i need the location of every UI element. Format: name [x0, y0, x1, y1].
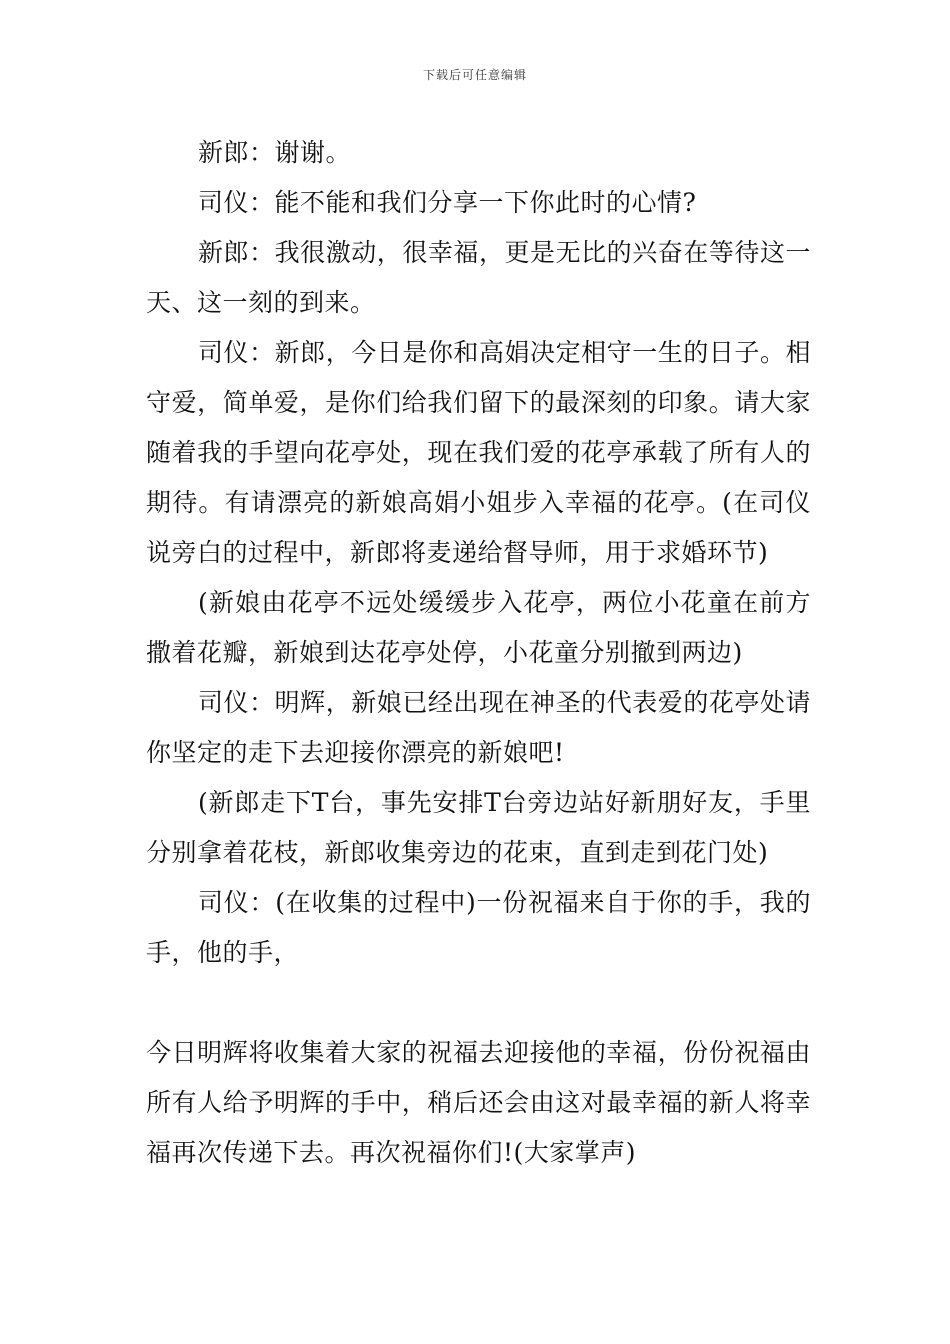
paragraph-mc-blessings: 司仪：(在收集的过程中)一份祝福来自于你的手，我的手，他的手， [146, 888, 811, 967]
paragraph-closing-blessing: 今日明辉将收集着大家的祝福去迎接他的幸福，份份祝福由所有人给予明辉的手中，稍后还会由这对最幸福的新人将幸福再次传递下去。再次祝福你们!(大家掌声) [146, 1038, 811, 1167]
paragraph-gap [146, 978, 811, 1028]
paragraph-groom-thanks: 新郎：谢谢。 [198, 138, 352, 167]
document-body [146, 128, 811, 1178]
paragraph-mc-invitation: 司仪：新郎，今日是你和高娟决定相守一生的日子。相守爱，简单爱，是你们给我们留下的最深刻的印象。请大家随着我的手望向花亭处，现在我们爱的花亭承载了所有人的期待。有请漂亮的新娘高娟小姐步入幸福的花亭。(在司仪说旁白的过程中，新郎将麦递给督导师，用于求婚环节) [146, 338, 811, 567]
paragraph-groom-feelings: 新郎：我很激动，很幸福，更是无比的兴奋在等待这一天、这一刻的到来。 [146, 238, 811, 317]
page-header: 下载后可任意编辑 [422, 68, 527, 82]
paragraph-stage-direction: (新郎走下T台，事先安排T台旁边站好新朋好友，手里分别拿着花枝，新郎收集旁边的花束，直到走到花门处) [146, 788, 811, 867]
paragraph-bride-entrance: (新娘由花亭不远处缓缓步入花亭，两位小花童在前方撒着花瓣，新娘到达花亭处停，小花童分别撤到两边) [146, 588, 811, 667]
paragraph-mc-groom-walk: 司仪：明辉，新娘已经出现在神圣的代表爱的花亭处请你坚定的走下去迎接你漂亮的新娘吧! [146, 688, 811, 767]
paragraph-mc-question: 司仪：能不能和我们分享一下你此时的心情? [198, 188, 697, 217]
